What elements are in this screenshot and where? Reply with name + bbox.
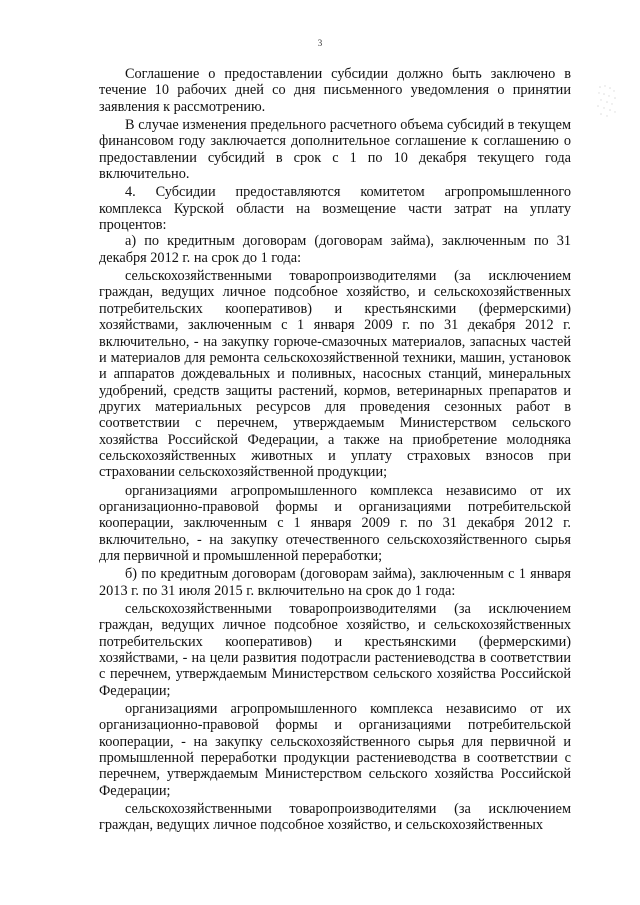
document-body xyxy=(99,66,571,834)
paragraph: б) по кредитным договорам (договорам займа), заключенным с 1 января 2013 г. по 31 июля 2015 г. включительно на срок до 1 года: xyxy=(99,566,571,599)
paragraph: сельскохозяйственными товаропроизводителями (за исключением граждан, ведущих личное подсобное хозяйство, и сельскохозяйственных потребительских кооперативов) и крестьянскими (фермерскими) хозяйствами, - на цели развития подотрасли растениеводства в соответствии с перечнем, утверждаемым Министерством сельского хозяйства Российской Федерации; xyxy=(99,601,571,699)
paragraph: сельскохозяйственными товаропроизводителями (за исключением граждан, ведущих личное подсобное хозяйство, и сельскохозяйственных потребительских кооперативов) и крестьянскими (фермерскими) хозяйствами, заключенным с 1 января 2009 г. по 31 декабря 2012 г. включительно, - на закупку горюче-смазочных материалов, запасных частей и материалов для ремонта сельскохозяйственной техники, машин, установок и аппаратов дождевальных и поливных, насосных станций, минеральных удобрений, средств защиты растений, кормов, ветеринарных препаратов и других материальных ресурсов для проведения сезонных работ в соответствии с перечнем, утверждаемым Министерством сельского хозяйства Российской Федерации, а также на приобретение молодняка сельскохозяйственных животных и уплату страховых взносов при страховании сельскохозяйственной продукции; xyxy=(99,268,571,481)
paragraph: сельскохозяйственными товаропроизводителями (за исключением граждан, ведущих личное подсобное хозяйство, и сельскохозяйственных xyxy=(99,801,571,834)
paragraph: В случае изменения предельного расчетного объема субсидий в текущем финансовом году заключается дополнительное соглашение к соглашению о предоставлении субсидий в срок с 1 по 10 декабря текущего года включительно. xyxy=(99,117,571,183)
faint-stamp-mark xyxy=(596,84,618,118)
paragraph: организациями агропромышленного комплекса независимо от их организационно-правовой формы и организациями потребительской кооперации, - на закупку сельскохозяйственного сырья для первичной и промышленной переработки продукции растениеводства в соответствии с перечнем, утверждаемым Министерством сельского хозяйства Российской Федерации; xyxy=(99,701,571,799)
paragraph: а) по кредитным договорам (договорам займа), заключенным по 31 декабря 2012 г. на срок до 1 года: xyxy=(99,233,571,266)
paragraph: организациями агропромышленного комплекса независимо от их организационно-правовой формы и организациями потребительской кооперации, заключенным с 1 января 2009 г. по 31 декабря 2012 г. включительно, - на закупку отечественного сельскохозяйственного сырья для первичной и промышленной переработки; xyxy=(99,482,571,564)
page-number: 3 xyxy=(317,38,323,48)
paragraph: Соглашение о предоставлении субсидии должно быть заключено в течение 10 рабочих дней со дня письменного уведомления о принятии заявления к рассмотрению. xyxy=(99,66,571,115)
paragraph: 4. Субсидии предоставляются комитетом агропромышленного комплекса Курской области на возмещение части затрат на уплату процентов: xyxy=(99,184,571,234)
